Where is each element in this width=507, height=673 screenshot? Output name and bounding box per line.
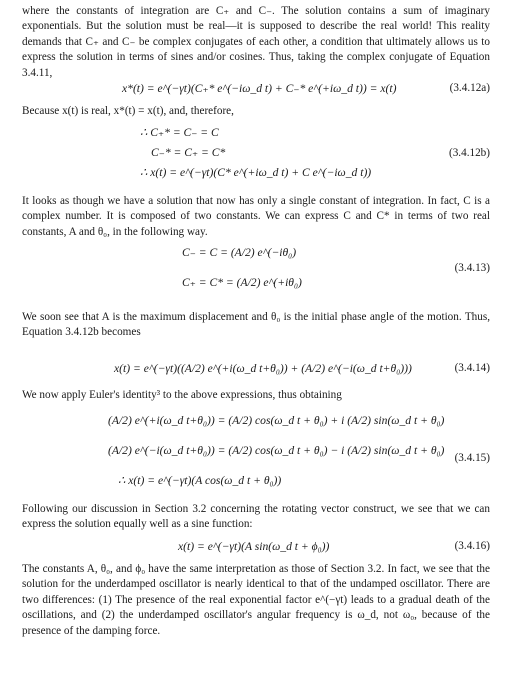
paragraph-2: Because x(t) is real, x*(t) = x(t), and, therefore, [22, 105, 234, 117]
equation-3-4-13-line-1: C₋ = C = (A/2) e^(−iθ₀) [182, 246, 297, 259]
equation-expression: x*(t) = e^(−γt)(C₊* e^(−iω_d t) + C₋* e^(+iω_d t)) = x(t) [122, 82, 397, 95]
paragraph-4: We soon see that A is the maximum displacement and θ₀ is the initial phase angle of the motion. Thus, Equation 3.4.12b becomes [22, 311, 490, 339]
paragraph-1: where the constants of integration are C₊ and C₋. The solution contains a sum of imaginary exponentials. But the solution must be real—it is supposed to describe the real world! This reality demands that C₊ and C₋ be complex conjugates of each other, a condition that ultimately allows us to express the solution in terms of sines and/or cosines. Thus, taking the complex conjugate of Equation 3.4.11, [22, 5, 490, 79]
equation-number: (3.4.13) [454, 262, 490, 274]
equation-3-4-15-line-3: ∴ x(t) = e^(−γt)(A cos(ω_d t + θ₀)) [118, 474, 282, 487]
equation-3-4-12b-line-3: ∴ x(t) = e^(−γt)(C* e^(+iω_d t) + C e^(−iω_d t)) [140, 166, 372, 179]
equation-number: (3.4.14) [454, 362, 490, 374]
paragraph-7: The constants A, θ₀, and ϕ₀ have the same interpretation as those of Section 3.2. In fact, we see that the solution for the underdamped oscillator is nearly identical to that of the undamped oscillator. There are two differences: (1) The presence of the real exponential factor e^(−γt) leads to a gradual death of the oscillations, and (2) the underdamped oscillator's angular frequency is ω_d, not ω₀, because of the presence of the damping force. [22, 563, 490, 637]
paragraph-5: We now apply Euler's identity³ to the above expressions, thus obtaining [22, 389, 342, 401]
paragraph-3: It looks as though we have a solution that now has only a single constant of integration. In fact, C is a complex number. It is composed of two constants. We can express C and C* in terms of two real constants, A and θ₀, in the following way. [22, 195, 490, 238]
equation-3-4-15-line-1: (A/2) e^(+i(ω_d t+θ₀)) = (A/2) cos(ω_d t + θ₀) + i (A/2) sin(ω_d t + θ₀) [108, 414, 445, 427]
equation-3-4-12b-line-2: C₋* = C₊ = C* [151, 146, 226, 159]
equation-3-4-16: x(t) = e^(−γt)(A sin(ω_d t + ϕ₀)) [178, 540, 330, 553]
equation-3-4-12a [122, 82, 396, 96]
equation-number: (3.4.12a) [449, 82, 490, 94]
equation-3-4-12b-line-1: ∴ C₊* = C₋ = C [140, 126, 219, 139]
equation-number: (3.4.16) [454, 540, 490, 552]
equation-number: (3.4.15) [454, 452, 490, 464]
equation-number: (3.4.12b) [448, 147, 490, 159]
equation-3-4-13-line-2: C₊ = C* = (A/2) e^(+iθ₀) [182, 276, 302, 289]
equation-3-4-14: x(t) = e^(−γt)((A/2) e^(+i(ω_d t+θ₀)) + (A/2) e^(−i(ω_d t+θ₀))) [114, 362, 412, 375]
paragraph-6: Following our discussion in Section 3.2 concerning the rotating vector construct, we see that we can express the solution equally well as a sine function: [22, 503, 490, 531]
equation-3-4-15-line-2: (A/2) e^(−i(ω_d t+θ₀)) = (A/2) cos(ω_d t + θ₀) − i (A/2) sin(ω_d t + θ₀) [108, 444, 445, 457]
